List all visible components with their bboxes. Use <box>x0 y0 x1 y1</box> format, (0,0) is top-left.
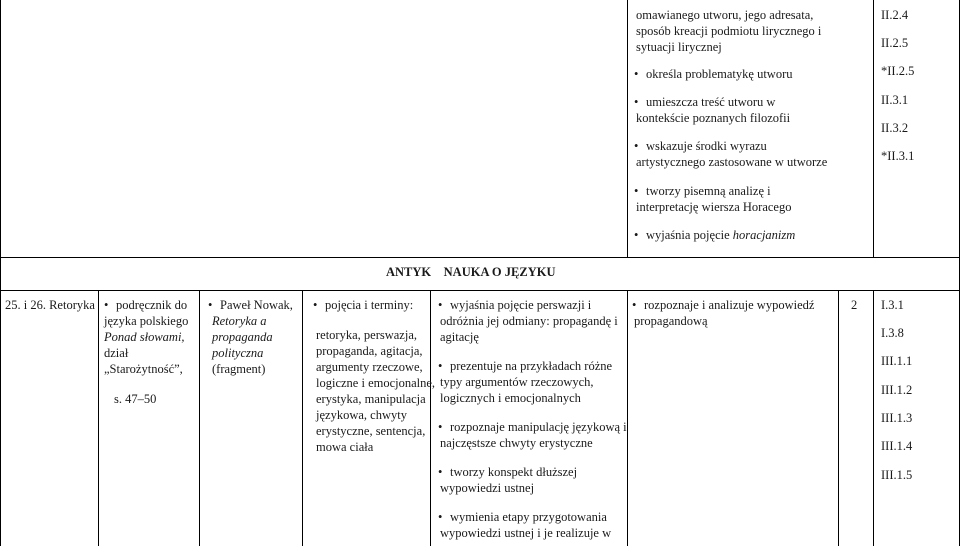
text-title-1: Retoryka a <box>212 314 267 328</box>
concept-line-6: językowa, chwyty <box>316 408 407 422</box>
top-text-line-2: sposób kreacji podmiotu lirycznego i <box>636 24 822 38</box>
col-divider-5 <box>627 290 628 546</box>
textbook-pages: s. 47–50 <box>114 392 157 406</box>
textbook-line-2: języka polskiego <box>104 314 189 328</box>
textbook-line-1: • podręcznik do <box>116 297 187 313</box>
top-bullet-3-cont: artystycznego zastosowane w utworze <box>636 155 828 169</box>
outcome-2-cont-1: typy argumentów rzeczowych, <box>440 375 594 389</box>
row-code-6: III.1.4 <box>881 439 913 453</box>
outcome-2: • prezentuje na przykładach różne <box>450 358 612 374</box>
row-code-1: I.3.1 <box>881 298 904 312</box>
section-title-main: ANTYK <box>386 265 432 279</box>
top-code-3: *II.2.5 <box>881 64 915 78</box>
horizontal-divider-2 <box>0 290 960 291</box>
top-bullet-1: • określa problematykę utworu <box>646 66 792 82</box>
col-divider-3 <box>302 290 303 546</box>
outcome-2-cont-2: logicznych i emocjonalnych <box>440 391 581 405</box>
outcome-5-cont-1: wypowiedzi ustnej i je realizuje w <box>440 526 612 540</box>
top-code-2: II.2.5 <box>881 36 909 50</box>
horizontal-divider-1 <box>0 257 960 258</box>
concept-line-8: mowa ciała <box>316 440 374 454</box>
top-bullet-2-cont: kontekście poznanych filozofii <box>636 111 791 125</box>
concept-line-3: argumenty rzeczowe, <box>316 360 423 374</box>
top-bullet-5-term: horacjanizm <box>732 228 796 242</box>
advanced-outcome-cont: propagandową <box>634 314 708 328</box>
text-note: (fragment) <box>212 362 266 376</box>
concept-line-2: propaganda, agitacja, <box>316 344 423 358</box>
top-bullet-4-cont: interpretację wiersza Horacego <box>636 200 792 214</box>
outcome-4-cont-1: wypowiedzi ustnej <box>440 481 535 495</box>
top-text-line-1: omawianego utworu, jego adresata, <box>636 8 814 22</box>
col-divider-1 <box>98 290 99 546</box>
outcome-1-cont-2: agitację <box>440 330 479 344</box>
top-bullet-5 <box>646 227 795 243</box>
concept-line-5: erystyka, manipulacja <box>316 392 426 406</box>
outcome-5: • wymienia etapy przygotowania <box>450 509 607 525</box>
outcome-3-cont-1: najczęstsze chwyty erystyczne <box>440 436 593 450</box>
concept-line-4: logiczne i emocjonalne, <box>316 376 436 390</box>
section-title-sub: NAUKA O JĘZYKU <box>443 265 556 279</box>
vertical-divider-top-left <box>627 0 628 257</box>
top-bullet-4: • tworzy pisemną analizę i <box>646 183 771 199</box>
row-code-7: III.1.5 <box>881 468 913 482</box>
col-divider-7 <box>873 290 874 546</box>
col-divider-4 <box>430 290 431 546</box>
advanced-outcome: • rozpoznaje i analizuje wypowiedź <box>644 297 814 313</box>
text-author: • Paweł Nowak, <box>220 297 293 313</box>
text-title-2: propaganda <box>212 330 273 344</box>
col-divider-6 <box>838 290 839 546</box>
concept-line-7: erystyczne, sentencja, <box>316 424 426 438</box>
top-bullet-5-text: wyjaśnia pojęcie <box>646 228 733 242</box>
outcome-4: • tworzy konspekt dłuższej <box>450 464 577 480</box>
top-bullet-2: • umieszcza treść utworu w <box>646 94 775 110</box>
top-code-6: *II.3.1 <box>881 149 915 163</box>
outcome-1-cont-1: odróżnia jej odmiany: propagandę i <box>440 314 618 328</box>
concepts-heading: • pojęcia i terminy: <box>325 297 413 313</box>
textbook-line-4: dział <box>104 346 129 360</box>
lesson-topic: 25. i 26. Retoryka <box>5 298 95 312</box>
concept-line-1: retoryka, perswazja, <box>316 328 417 342</box>
top-code-4: II.3.1 <box>881 93 909 107</box>
row-code-4: III.1.2 <box>881 383 913 397</box>
textbook-title: Ponad słowami, <box>104 330 185 344</box>
textbook-line-5: „Starożytność”, <box>104 362 183 376</box>
row-code-5: III.1.3 <box>881 411 913 425</box>
outcome-1: • wyjaśnia pojęcie perswazji i <box>450 297 591 313</box>
text-title-3: polityczna <box>212 346 264 360</box>
top-code-1: II.2.4 <box>881 8 909 22</box>
outcome-3: • rozpoznaje manipulację językową i <box>450 419 627 435</box>
section-title <box>386 264 555 280</box>
col-divider-2 <box>199 290 200 546</box>
table-border-left <box>0 0 1 546</box>
top-bullet-3: • wskazuje środki wyrazu <box>646 138 767 154</box>
vertical-divider-top-codes <box>873 0 874 257</box>
row-code-2: I.3.8 <box>881 326 904 340</box>
hours-count: 2 <box>851 298 858 312</box>
row-code-3: III.1.1 <box>881 354 913 368</box>
top-text-line-3: sytuacji lirycznej <box>636 40 722 54</box>
top-code-5: II.3.2 <box>881 121 909 135</box>
